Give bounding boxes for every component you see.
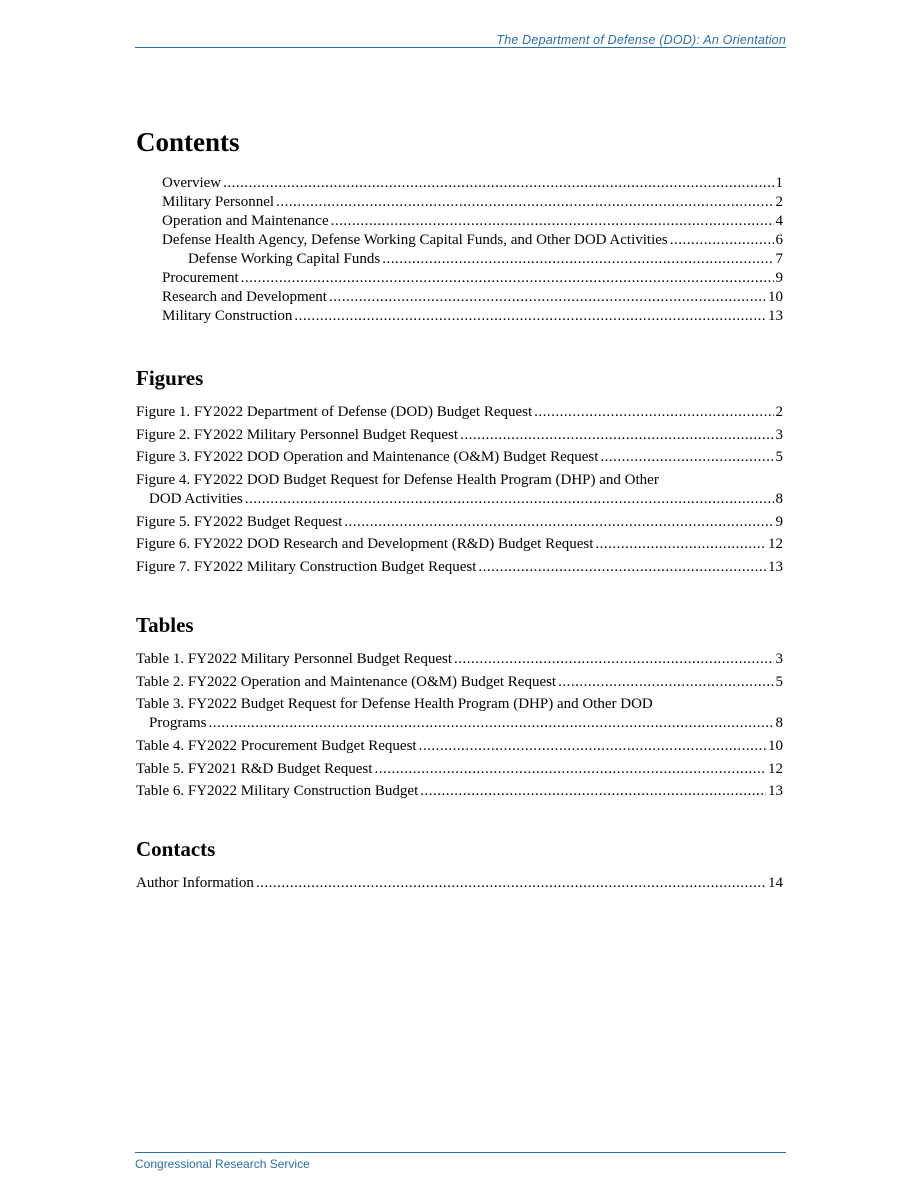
contacts-heading: Contacts [136,837,216,861]
figure-entry-7[interactable]: Figure 7. FY2022 Military Construction Budget Request ..... 13 [136,556,783,579]
tables-list [136,648,783,803]
contents-heading: Contents [136,127,240,157]
figure-entry-1[interactable]: Figure 1. FY2022 Department of Defense (DOD) Budget Request ..... 2 [136,401,783,424]
page-footer [135,1152,786,1171]
table-entry-1[interactable]: Table 1. FY2022 Military Personnel Budget Request ..... 3 [136,648,783,671]
contents-list [136,174,783,326]
figure-entry-3[interactable]: Figure 3. FY2022 DOD Operation and Maintenance (O&M) Budget Request ..... 5 [136,446,783,469]
toc-entry-operation-maintenance[interactable]: Operation and Maintenance ..... 4 [136,212,783,231]
figures-heading: Figures [136,366,204,390]
toc-entry-overview[interactable]: Overview ..... 1 [136,174,783,193]
contacts-list [136,872,783,895]
tables-heading: Tables [136,613,194,637]
figure-entry-2[interactable]: Figure 2. FY2022 Military Personnel Budget Request ..... 3 [136,424,783,447]
toc-entry-military-construction[interactable]: Military Construction ..... 13 [136,307,783,326]
table-entry-5[interactable]: Table 5. FY2021 R&D Budget Request ..... 12 [136,758,783,781]
table-entry-3[interactable]: Table 3. FY2022 Budget Request for Defense Health Program (DHP) and Other DOD Programs ..... 8 [136,693,783,735]
footer-publisher: Congressional Research Service [135,1157,310,1171]
toc-entry-procurement[interactable]: Procurement ..... 9 [136,269,783,288]
figure-entry-5[interactable]: Figure 5. FY2022 Budget Request ..... 9 [136,511,783,534]
toc-entry-defense-health-agency[interactable]: Defense Health Agency, Defense Working Capital Funds, and Other DOD Activities ..... 6 [136,231,783,250]
toc-entry-working-capital-funds[interactable]: Defense Working Capital Funds ..... 7 [136,250,783,269]
figure-entry-6[interactable]: Figure 6. FY2022 DOD Research and Development (R&D) Budget Request ..... 12 [136,533,783,556]
table-entry-2[interactable]: Table 2. FY2022 Operation and Maintenance (O&M) Budget Request ..... 5 [136,671,783,694]
figure-entry-4[interactable]: Figure 4. FY2022 DOD Budget Request for Defense Health Program (DHP) and Other DOD Activities ..... 8 [136,469,783,511]
running-header [135,33,786,48]
table-entry-4[interactable]: Table 4. FY2022 Procurement Budget Request ..... 10 [136,735,783,758]
toc-entry-research-development[interactable]: Research and Development ..... 10 [136,288,783,307]
toc-entry-military-personnel[interactable]: Military Personnel ..... 2 [136,193,783,212]
figures-list [136,401,783,578]
contact-entry-author-information[interactable]: Author Information ..... 14 [136,872,783,895]
running-title: The Department of Defense (DOD): An Orientation [496,33,786,47]
table-entry-6[interactable]: Table 6. FY2022 Military Construction Budget ..... 13 [136,780,783,803]
